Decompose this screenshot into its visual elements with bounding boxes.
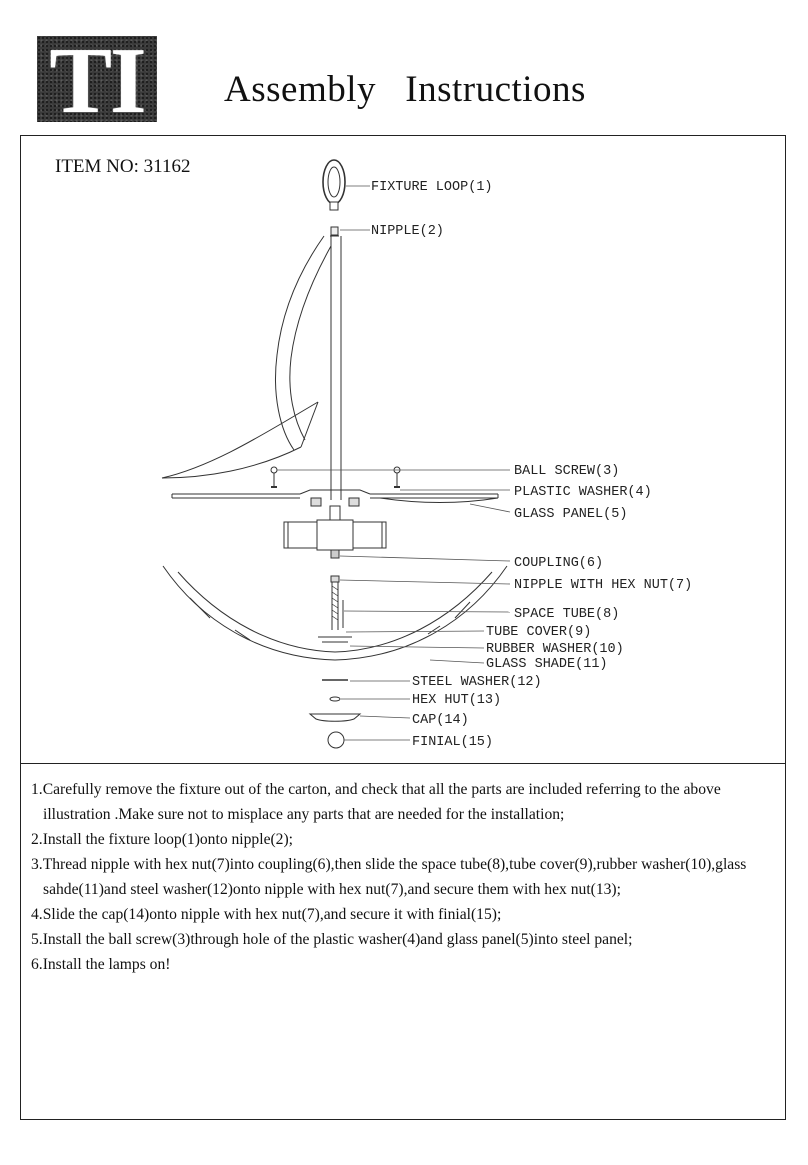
curved-arm-part xyxy=(162,236,331,478)
label-cap: CAP(14) xyxy=(412,713,469,728)
label-glass-shade: GLASS SHADE(11) xyxy=(486,657,608,672)
label-steel-washer: STEEL WASHER(12) xyxy=(412,675,542,690)
steel-washer-part xyxy=(322,680,348,701)
logo-text: TI xyxy=(49,36,145,122)
cap-part xyxy=(310,714,360,721)
label-rubber-washer: RUBBER WASHER(10) xyxy=(486,642,624,657)
label-glass-panel: GLASS PANEL(5) xyxy=(514,507,628,522)
instruction-list xyxy=(31,777,771,977)
instruction-step: 4.Slide the cap(14)onto nipple with hex nut(7),and secure it with finial(15); xyxy=(31,906,502,923)
label-space-tube: SPACE TUBE(8) xyxy=(514,607,620,622)
instruction-step: 5.Install the ball screw(3)through hole of the plastic washer(4)and glass panel(5)into steel panel; xyxy=(31,931,633,948)
instruction-step: 1.Carefully remove the fixture out of the carton, and check that all the parts are included referring to the above illustration .Make sure not to misplace any parts that are needed for the installation; xyxy=(31,781,721,823)
brand-logo xyxy=(37,36,157,122)
exploded-diagram xyxy=(21,136,785,762)
label-nipple: NIPPLE(2) xyxy=(371,224,444,239)
document-title: Assembly Instructions xyxy=(224,69,586,110)
instruction-step: 2.Install the fixture loop(1)onto nipple(2); xyxy=(31,831,294,848)
label-finial: FINIAL(15) xyxy=(412,735,494,750)
label-coupling: COUPLING(6) xyxy=(514,556,604,571)
section-divider xyxy=(20,763,786,764)
glass-panel-part xyxy=(172,490,498,506)
label-fixture-loop: FIXTURE LOOP(1) xyxy=(371,180,493,195)
instruction-step: 6.Install the lamps on! xyxy=(31,956,171,973)
label-ball-screw: BALL SCREW(3) xyxy=(514,464,620,479)
label-nipple-hex-nut: NIPPLE WITH HEX NUT(7) xyxy=(514,578,693,593)
fixture-loop-part xyxy=(323,160,345,210)
label-plastic-washer: PLASTIC WASHER(4) xyxy=(514,485,652,500)
tube-cover-part xyxy=(318,637,352,642)
label-hex-nut: HEX HUT(13) xyxy=(412,693,502,708)
label-tube-cover: TUBE COVER(9) xyxy=(486,625,592,640)
nipple-part xyxy=(330,227,341,500)
instruction-step: 3.Thread nipple with hex nut(7)into coupling(6),then slide the space tube(8),tube cover(9),rubber washer(10),glass sahde(11)and steel washer(12)onto nipple with hex nut(7),and secure them with hex nut(13); xyxy=(31,856,747,898)
coupling-part xyxy=(284,506,386,558)
finial-part xyxy=(328,732,344,748)
item-number: ITEM NO: 31162 xyxy=(55,156,191,177)
nipple-hex-nut-part xyxy=(331,576,343,630)
